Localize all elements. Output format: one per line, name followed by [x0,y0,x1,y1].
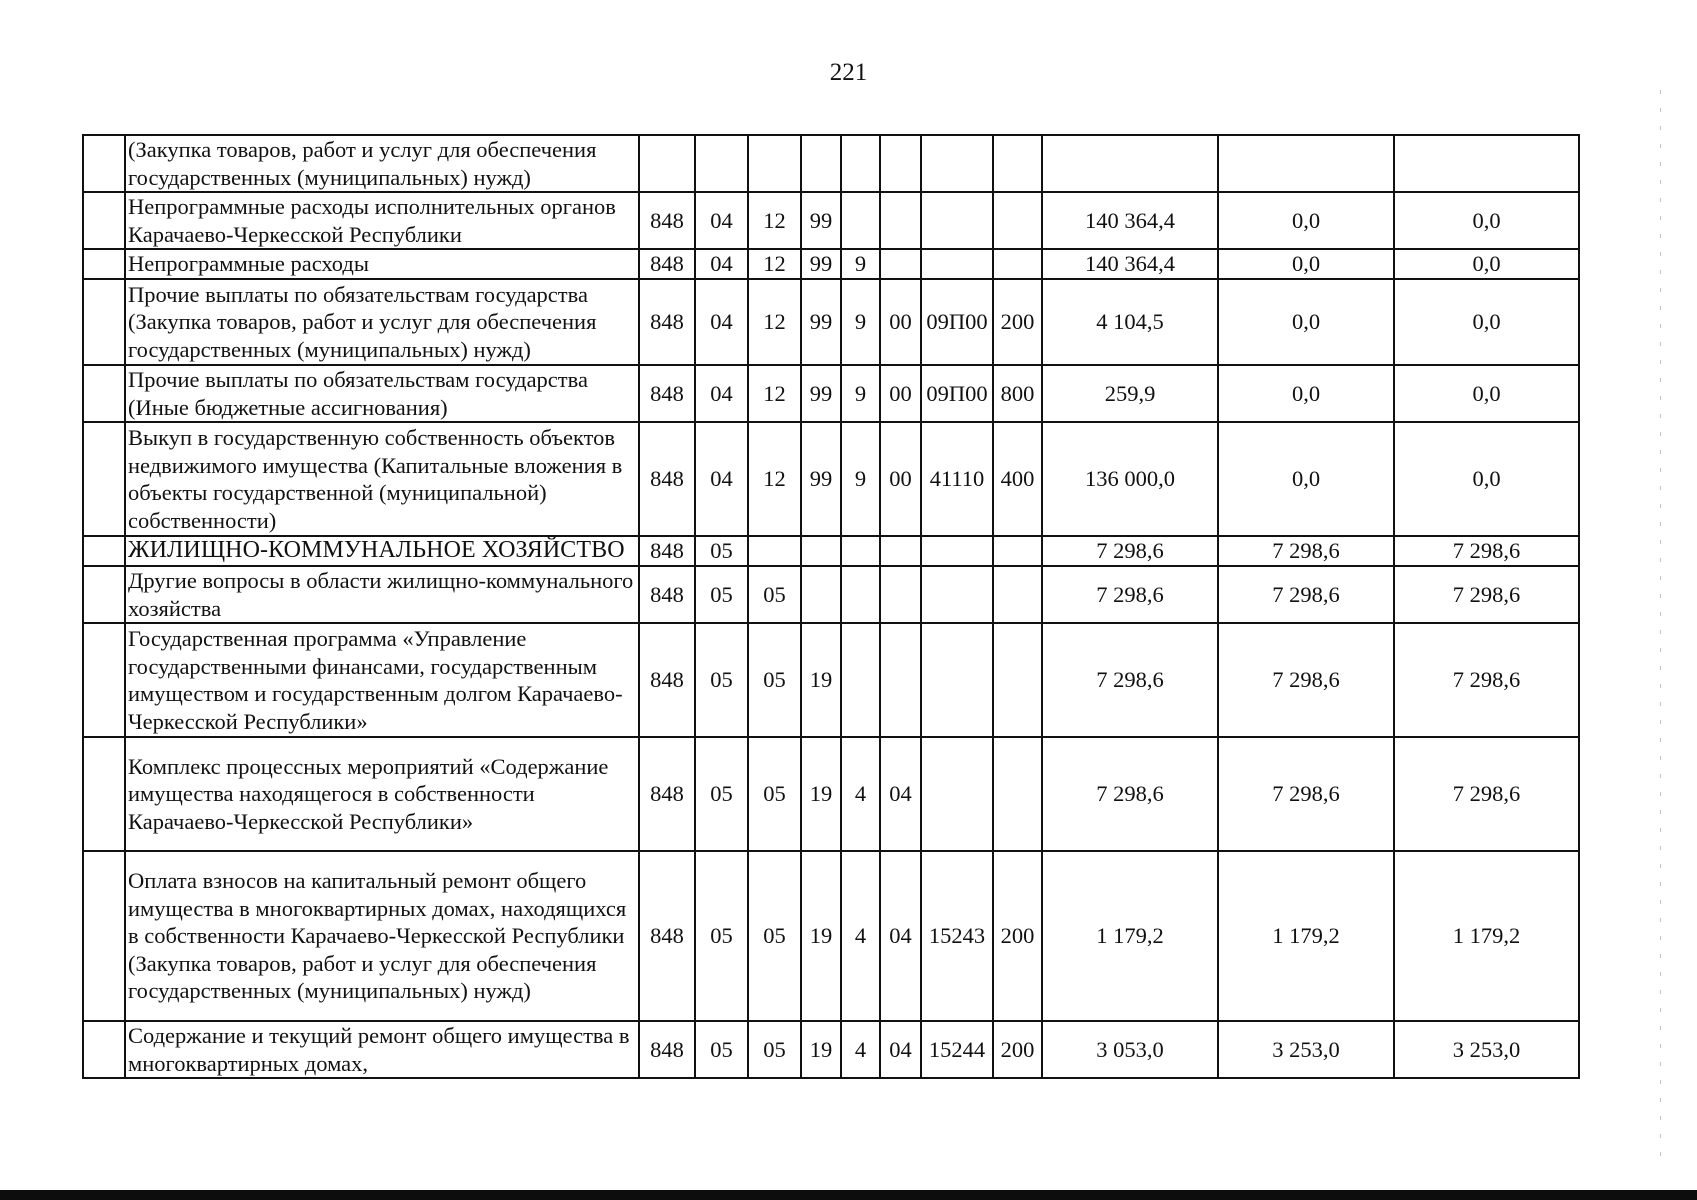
table-row [83,566,1579,623]
col-section-cell: 04 [695,192,748,249]
table-row [83,623,1579,737]
row-number-cell [83,623,125,737]
col-subprogram-cell [841,566,880,623]
col-direction-cell [921,737,993,851]
table-row [83,422,1579,536]
row-name-cell: Прочие выплаты по обязательствам государства (Иные бюджетные ассигнования) [125,365,639,422]
col-sum-year3-cell: 7 298,6 [1394,536,1579,566]
row-number-cell [83,422,125,536]
row-number-cell [83,566,125,623]
col-direction-cell: 41110 [921,422,993,536]
col-subsection-cell: 05 [748,851,801,1021]
table-row [83,249,1579,279]
table-row [83,192,1579,249]
row-number-cell [83,249,125,279]
row-name-cell: ЖИЛИЩНО-КОММУНАЛЬНОЕ ХОЗЯЙСТВО [125,536,639,566]
col-measure-cell: 04 [880,1021,921,1078]
budget-table [82,134,1580,1079]
col-program-cell: 99 [801,192,841,249]
col-sum-year2-cell: 1 179,2 [1218,851,1394,1021]
col-admin-code-cell: 848 [639,623,695,737]
col-sum-year2-cell: 7 298,6 [1218,536,1394,566]
col-sum-year3-cell: 3 253,0 [1394,1021,1579,1078]
col-subsection-cell: 05 [748,737,801,851]
col-sum-year2-cell [1218,135,1394,192]
col-sum-year1-cell: 3 053,0 [1042,1021,1218,1078]
scan-bottom-edge [0,1190,1697,1200]
row-name-cell: (Закупка товаров, работ и услуг для обеспечения государственных (муниципальных) нужд) [125,135,639,192]
col-admin-code-cell: 848 [639,192,695,249]
col-subprogram-cell: 9 [841,279,880,365]
row-name-cell: Непрограммные расходы исполнительных органов Карачаево-Черкесской Республики [125,192,639,249]
col-admin-code-cell: 848 [639,737,695,851]
row-number-cell [83,851,125,1021]
col-sum-year2-cell: 3 253,0 [1218,1021,1394,1078]
col-measure-cell [880,249,921,279]
col-subsection-cell: 12 [748,422,801,536]
col-direction-cell [921,192,993,249]
col-sum-year3-cell: 0,0 [1394,279,1579,365]
col-direction-cell: 09П00 [921,279,993,365]
col-sum-year2-cell: 7 298,6 [1218,566,1394,623]
col-admin-code-cell: 848 [639,365,695,422]
col-admin-code-cell: 848 [639,422,695,536]
col-subprogram-cell [841,135,880,192]
col-measure-cell [880,623,921,737]
col-subprogram-cell: 9 [841,365,880,422]
col-admin-code-cell: 848 [639,1021,695,1078]
col-sum-year3-cell: 0,0 [1394,192,1579,249]
col-sum-year3-cell: 7 298,6 [1394,623,1579,737]
col-measure-cell [880,536,921,566]
table-row [83,851,1579,1021]
page-number: 221 [829,59,868,86]
col-subsection-cell: 12 [748,249,801,279]
col-section-cell: 05 [695,851,748,1021]
col-subprogram-cell: 4 [841,1021,880,1078]
col-program-cell: 19 [801,623,841,737]
col-subprogram-cell [841,192,880,249]
col-sum-year1-cell: 4 104,5 [1042,279,1218,365]
col-subprogram-cell: 4 [841,737,880,851]
table-row [83,737,1579,851]
col-program-cell: 99 [801,279,841,365]
col-sum-year2-cell: 7 298,6 [1218,737,1394,851]
col-program-cell [801,135,841,192]
col-admin-code-cell: 848 [639,249,695,279]
col-measure-cell [880,566,921,623]
col-subprogram-cell [841,536,880,566]
row-name-cell: Прочие выплаты по обязательствам государства (Закупка товаров, работ и услуг для обеспечения государственных (муниципальных) нужд) [125,279,639,365]
col-admin-code-cell: 848 [639,279,695,365]
col-section-cell: 05 [695,536,748,566]
col-program-cell: 99 [801,422,841,536]
col-expense-type-cell: 200 [993,279,1042,365]
col-admin-code-cell: 848 [639,566,695,623]
col-section-cell: 05 [695,737,748,851]
col-expense-type-cell [993,737,1042,851]
col-section-cell: 04 [695,279,748,365]
row-name-cell: Непрограммные расходы [125,249,639,279]
col-sum-year2-cell: 0,0 [1218,192,1394,249]
col-expense-type-cell [993,623,1042,737]
col-program-cell [801,566,841,623]
col-program-cell: 99 [801,249,841,279]
col-direction-cell [921,566,993,623]
col-subsection-cell: 12 [748,279,801,365]
row-name-cell: Оплата взносов на капитальный ремонт общего имущества в многоквартирных домах, находящихся в собственности Карачаево-Черкесской Республики (Закупка товаров, работ и услуг для обеспечения государственных (муниципальных) нужд) [125,851,639,1021]
col-subprogram-cell: 4 [841,851,880,1021]
col-measure-cell: 04 [880,851,921,1021]
scan-artifact-line [1660,90,1661,1170]
col-expense-type-cell [993,192,1042,249]
row-number-cell [83,135,125,192]
row-number-cell [83,192,125,249]
col-expense-type-cell: 200 [993,851,1042,1021]
table-row [83,536,1579,566]
col-program-cell: 19 [801,851,841,1021]
col-admin-code-cell: 848 [639,851,695,1021]
row-name-cell: Выкуп в государственную собственность объектов недвижимого имущества (Капитальные вложения в объекты государственной (муниципальной) собственности) [125,422,639,536]
col-direction-cell: 15244 [921,1021,993,1078]
row-number-cell [83,1021,125,1078]
table-row [83,365,1579,422]
col-expense-type-cell [993,249,1042,279]
row-number-cell [83,737,125,851]
col-expense-type-cell [993,566,1042,623]
col-sum-year3-cell: 1 179,2 [1394,851,1579,1021]
col-program-cell: 19 [801,1021,841,1078]
col-program-cell: 99 [801,365,841,422]
col-program-cell: 19 [801,737,841,851]
col-subsection-cell [748,536,801,566]
row-number-cell [83,365,125,422]
col-sum-year3-cell [1394,135,1579,192]
col-expense-type-cell: 800 [993,365,1042,422]
col-sum-year3-cell: 0,0 [1394,365,1579,422]
col-sum-year1-cell: 259,9 [1042,365,1218,422]
col-direction-cell [921,135,993,192]
row-name-cell: Государственная программа «Управление государственными финансами, государственным имуществом и государственным долгом Карачаево-Черкесской Республики» [125,623,639,737]
col-direction-cell [921,536,993,566]
col-sum-year2-cell: 0,0 [1218,249,1394,279]
col-sum-year3-cell: 0,0 [1394,249,1579,279]
col-subprogram-cell: 9 [841,422,880,536]
row-name-cell: Содержание и текущий ремонт общего имущества в многоквартирных домах, [125,1021,639,1078]
table-row [83,1021,1579,1078]
row-number-cell [83,279,125,365]
col-subprogram-cell [841,623,880,737]
table-body [83,135,1579,1078]
col-sum-year1-cell: 7 298,6 [1042,623,1218,737]
col-section-cell: 04 [695,422,748,536]
col-section-cell: 05 [695,1021,748,1078]
col-expense-type-cell [993,536,1042,566]
col-sum-year1-cell: 140 364,4 [1042,249,1218,279]
col-section-cell: 05 [695,566,748,623]
col-sum-year1-cell: 7 298,6 [1042,566,1218,623]
col-measure-cell [880,192,921,249]
col-sum-year1-cell: 136 000,0 [1042,422,1218,536]
col-subsection-cell: 05 [748,566,801,623]
col-subsection-cell: 05 [748,1021,801,1078]
row-number-cell [83,536,125,566]
col-section-cell: 04 [695,249,748,279]
col-sum-year1-cell: 1 179,2 [1042,851,1218,1021]
col-sum-year3-cell: 7 298,6 [1394,566,1579,623]
col-sum-year1-cell [1042,135,1218,192]
col-subsection-cell: 12 [748,192,801,249]
col-section-cell [695,135,748,192]
col-subprogram-cell: 9 [841,249,880,279]
col-section-cell: 04 [695,365,748,422]
row-name-cell: Комплекс процессных мероприятий «Содержание имущества находящегося в собственности Карачаево-Черкесской Республики» [125,737,639,851]
col-measure-cell: 00 [880,422,921,536]
col-direction-cell: 15243 [921,851,993,1021]
col-measure-cell [880,135,921,192]
col-sum-year1-cell: 140 364,4 [1042,192,1218,249]
col-sum-year2-cell: 0,0 [1218,422,1394,536]
col-direction-cell [921,249,993,279]
col-sum-year1-cell: 7 298,6 [1042,536,1218,566]
col-subsection-cell: 12 [748,365,801,422]
col-subsection-cell [748,135,801,192]
col-expense-type-cell: 200 [993,1021,1042,1078]
col-sum-year2-cell: 0,0 [1218,365,1394,422]
col-measure-cell: 04 [880,737,921,851]
table-row [83,135,1579,192]
col-direction-cell: 09П00 [921,365,993,422]
col-subsection-cell: 05 [748,623,801,737]
col-expense-type-cell [993,135,1042,192]
col-sum-year3-cell: 7 298,6 [1394,737,1579,851]
col-measure-cell: 00 [880,279,921,365]
col-admin-code-cell [639,135,695,192]
col-program-cell [801,536,841,566]
col-sum-year1-cell: 7 298,6 [1042,737,1218,851]
col-admin-code-cell: 848 [639,536,695,566]
col-sum-year2-cell: 7 298,6 [1218,623,1394,737]
col-measure-cell: 00 [880,365,921,422]
col-direction-cell [921,623,993,737]
col-sum-year2-cell: 0,0 [1218,279,1394,365]
col-sum-year3-cell: 0,0 [1394,422,1579,536]
col-expense-type-cell: 400 [993,422,1042,536]
table-row [83,279,1579,365]
row-name-cell: Другие вопросы в области жилищно-коммунального хозяйства [125,566,639,623]
col-section-cell: 05 [695,623,748,737]
